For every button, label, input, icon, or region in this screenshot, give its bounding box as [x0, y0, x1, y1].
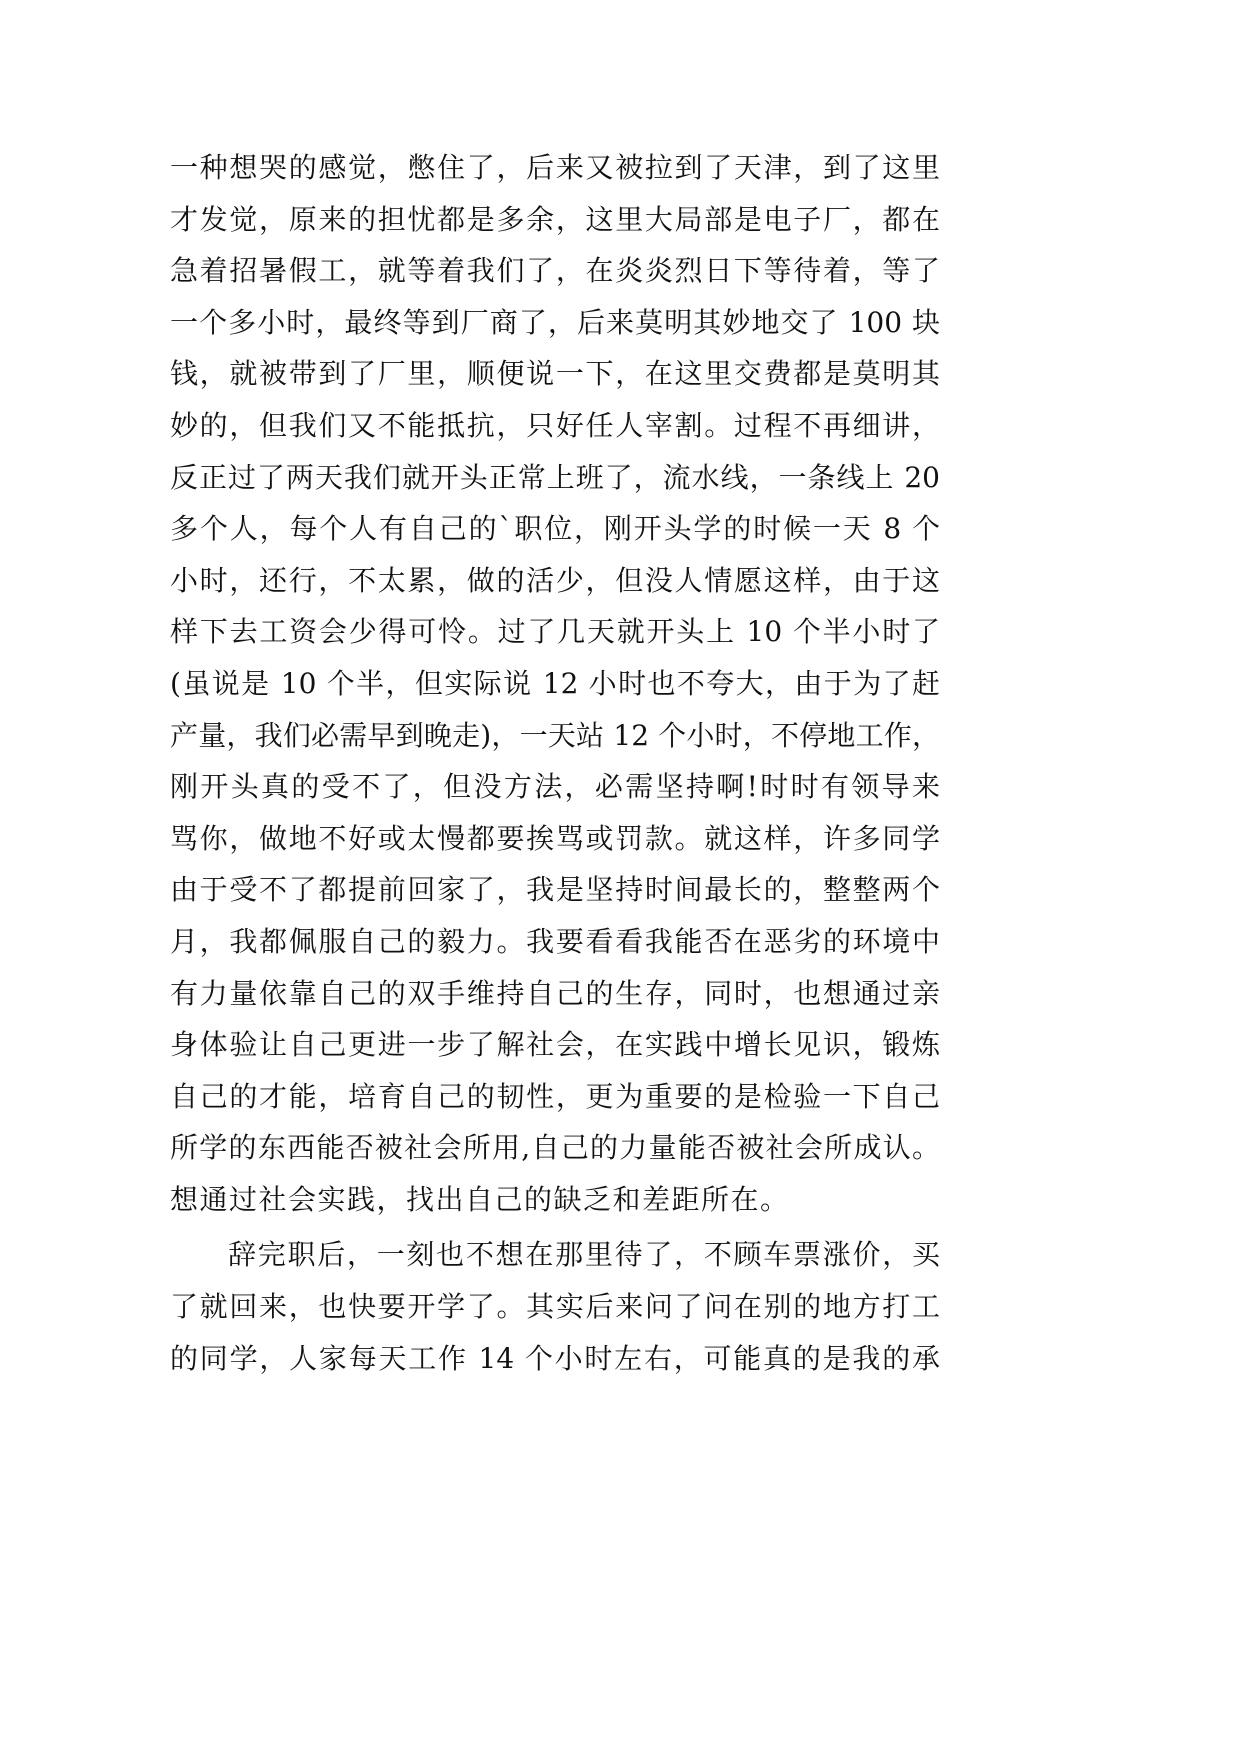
- body-text: [170, 142, 940, 1384]
- text-line: 所学的东西能否被社会所用,自己的力量能否被社会所成认。: [170, 1131, 940, 1165]
- text-line: 月，我都佩服自己的毅力。我要看看我能否在恶劣的环境中: [170, 924, 940, 958]
- text-line: 一个多小时，最终等到厂商了，后来莫明其妙地交了 100 块: [170, 305, 940, 339]
- text-line: 一种想哭的感觉，憋住了，后来又被拉到了天津，到了这里: [170, 151, 940, 184]
- text-line: 身体验让自己更进一步了解社会，在实践中增长见识，锻炼: [170, 1028, 940, 1062]
- text-line: 钱，就被带到了厂里，顺便说一下，在这里交费都是莫明其: [170, 357, 940, 391]
- text-line: 小时，还行，不太累，做的活少，但没人情愿这样，由于这: [170, 563, 940, 597]
- paragraph: [170, 1229, 940, 1384]
- text-line: 刚开头真的受不了，但没方法，必需坚持啊!时时有领导来: [170, 770, 940, 804]
- text-line: 急着招暑假工，就等着我们了，在炎炎烈日下等待着，等了: [170, 254, 940, 288]
- text-line: 自己的才能，培育自己的韧性，更为重要的是检验一下自己: [170, 1079, 940, 1113]
- text-line: 辞完职后，一刻也不想在那里待了，不顾车票涨价，买: [228, 1238, 940, 1272]
- text-line: 的同学，人家每天工作 14 个小时左右，可能真的是我的承: [170, 1341, 940, 1375]
- text-line: 产量，我们必需早到晚走)，一天站 12 个小时，不停地工作，: [170, 718, 940, 752]
- text-line: 有力量依靠自己的双手维持自己的生存，同时，也想通过亲: [170, 976, 940, 1010]
- text-line: 骂你，做地不好或太慢都要挨骂或罚款。就这样，许多同学: [170, 821, 940, 855]
- text-line: 想通过社会实践，找出自己的缺乏和差距所在。: [170, 1182, 790, 1216]
- text-line: 了就回来，也快要开学了。其实后来问了问在别的地方打工: [170, 1290, 940, 1324]
- text-line: 由于受不了都提前回家了，我是坚持时间最长的，整整两个: [170, 873, 940, 907]
- paragraph: [170, 142, 940, 1225]
- text-line: 才发觉，原来的担忧都是多余，这里大局部是电子厂，都在: [170, 202, 940, 236]
- text-line: (虽说是 10 个半，但实际说 12 小时也不夸大，由于为了赶: [170, 666, 940, 700]
- text-line: 反正过了两天我们就开头正常上班了，流水线，一条线上 20: [170, 460, 940, 494]
- text-line: 妙的，但我们又不能抵抗，只好任人宰割。过程不再细讲，: [170, 408, 940, 442]
- text-line: 多个人，每个人有自己的`职位，刚开头学的时候一天 8 个: [170, 512, 940, 546]
- text-line: 样下去工资会少得可怜。过了几天就开头上 10 个半小时了: [170, 615, 940, 649]
